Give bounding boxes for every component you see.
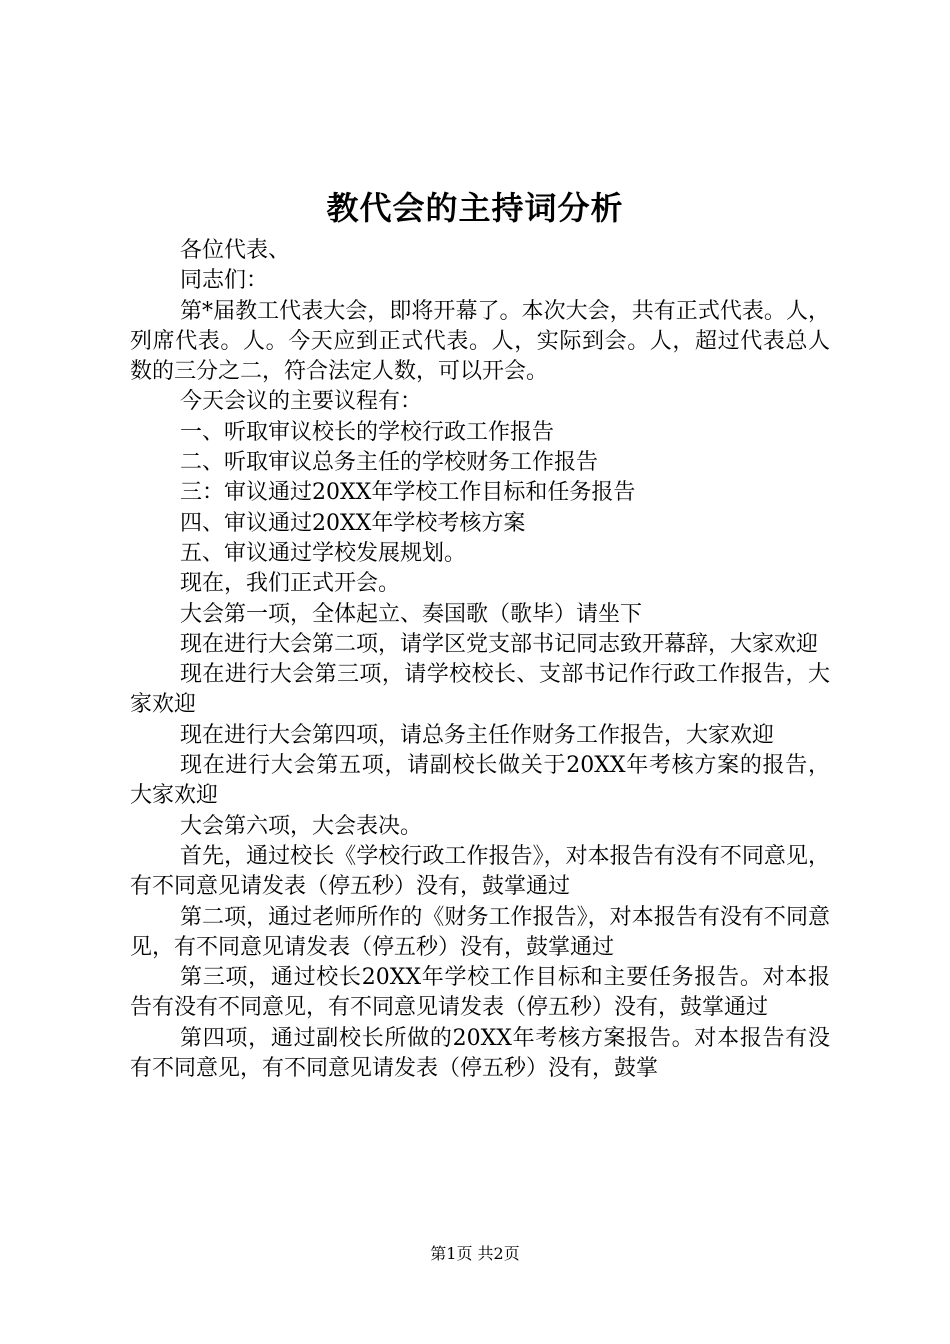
document-title: 教代会的主持词分析 <box>326 189 624 227</box>
paragraph-item-2: 现在进行大会第二项，请学区党支部书记同志致开幕辞，大家欢迎 <box>180 631 819 657</box>
paragraph-opening: 第*届教工代表大会，即将开幕了。本次大会，共有正式代表。人，列席代表。人。今天应到正式代表。人，实际到会。人，超过代表总人数的三分之二，符合法定人数，可以开会。 <box>130 298 830 385</box>
paragraph-vote-4: 第四项，通过副校长所做的20XX年考核方案报告。对本报告有没有不同意见，有不同意见请发表（停五秒）没有，鼓掌 <box>130 1025 830 1082</box>
paragraph-vote-2: 第二项，通过老师所作的《财务工作报告》，对本报告有没有不同意见，有不同意见请发表（停五秒）没有，鼓掌通过 <box>130 904 830 960</box>
agenda-item-4: 四、审议通过20XX年学校考核方案 <box>180 510 526 536</box>
agenda-item-1: 一、听取审议校长的学校行政工作报告 <box>180 419 555 445</box>
paragraph-item-5: 现在进行大会第五项，请副校长做关于20XX年考核方案的报告，大家欢迎 <box>130 753 830 809</box>
paragraph-agenda-intro: 今天会议的主要议程有： <box>180 389 423 415</box>
paragraph-item-3: 现在进行大会第三项，请学校校长、支部书记作行政工作报告，大家欢迎 <box>130 662 830 718</box>
paragraph-vote-3: 第三项，通过校长20XX年学校工作目标和主要任务报告。对本报告有没有不同意见，有不同意见请发表（停五秒）没有，鼓掌通过 <box>130 965 830 1021</box>
paragraph-item-1: 大会第一项，全体起立、奏国歌（歌毕）请坐下 <box>180 601 643 627</box>
agenda-item-2: 二、听取审议总务主任的学校财务工作报告 <box>180 450 599 476</box>
paragraph-salutation-1: 各位代表、 <box>180 238 291 263</box>
paragraph-vote-1: 首先，通过校长《学校行政工作报告》，对本报告有没有不同意见，有不同意见请发表（停五秒）没有，鼓掌通过 <box>130 843 830 900</box>
paragraph-salutation-2: 同志们： <box>180 268 269 294</box>
paragraph-start-meeting: 现在，我们正式开会。 <box>180 571 401 597</box>
document-body <box>130 236 830 1084</box>
paragraph-item-6: 大会第六项，大会表决。 <box>180 813 423 839</box>
page-number-footer: 第1页 共2页 <box>430 1244 520 1263</box>
paragraph-item-4: 现在进行大会第四项，请总务主任作财务工作报告，大家欢迎 <box>180 722 775 748</box>
agenda-item-5: 五、审议通过学校发展规划。 <box>180 540 467 566</box>
agenda-item-3: 三：审议通过20XX年学校工作目标和任务报告 <box>180 480 636 506</box>
